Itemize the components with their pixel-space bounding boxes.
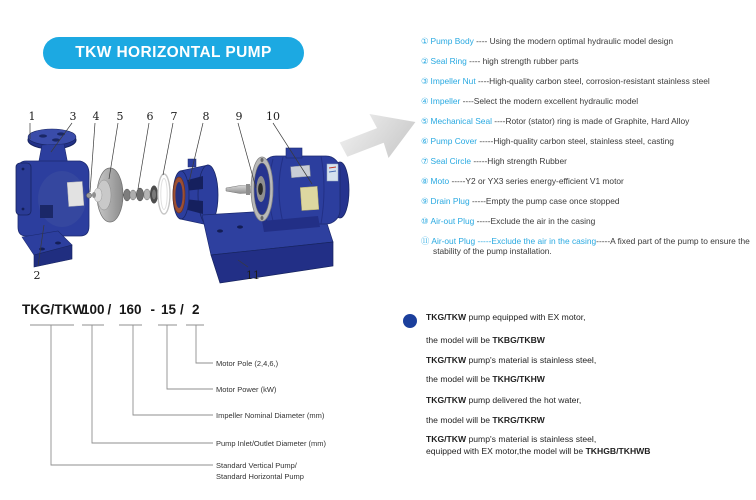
impeller-nut xyxy=(86,193,91,198)
bullet-dot-icon xyxy=(403,314,417,328)
item-number: ⑤ xyxy=(421,116,429,126)
pump-exploded-diagram xyxy=(10,103,390,295)
part-name: Air-out Plug xyxy=(430,216,475,226)
part-desc: ----Rotor (stator) ring is made of Graphite, Hard Alloy xyxy=(491,116,690,126)
mechanical-seal xyxy=(123,186,158,204)
model-prefix: TKG/TKW xyxy=(22,302,85,317)
callout-4: 4 xyxy=(92,110,100,123)
part-desc: -----Y2 or YX3 series energy-efficient V1 motor xyxy=(449,176,624,186)
item-number: ② xyxy=(421,56,429,66)
parts-list-item xyxy=(421,236,756,257)
label-impeller-diam: Impeller Nominal Diameter (mm) xyxy=(216,411,325,420)
callout-6: 6 xyxy=(146,110,154,123)
parts-list-item xyxy=(421,196,756,206)
right-arrow-icon xyxy=(334,92,426,177)
part-desc: ---- high strength rubber parts xyxy=(466,56,579,66)
variant-line: TKG/TKW pump equipped with EX motor, xyxy=(426,312,586,322)
part-name: Moto xyxy=(430,176,450,186)
part-name: Air-out Plug xyxy=(431,236,476,246)
part-desc: -----High strength Rubber xyxy=(471,156,567,166)
part-desc: -----A fixed part of the pump to ensure the stability of the pump installation. xyxy=(433,236,750,257)
callout-7: 7 xyxy=(170,110,178,123)
part-desc-blue: -----Exclude the air in the casing xyxy=(475,236,597,246)
part-name: Impeller xyxy=(430,96,461,106)
callout-3: 3 xyxy=(69,110,77,123)
part-name: Drain Plug xyxy=(430,196,470,206)
variant-line: the model will be TKBG/TKBW xyxy=(426,335,545,345)
part-name: Pump Cover xyxy=(430,136,478,146)
model-power: 15 xyxy=(161,302,177,317)
variant-line: TKG/TKW pump's material is stainless steel, xyxy=(426,434,597,444)
part-desc: ----Select the modern excellent hydraulic model xyxy=(460,96,639,106)
parts-list-item xyxy=(421,216,756,226)
variant-line: the model will be TKHG/TKHW xyxy=(426,374,545,384)
parts-list-item xyxy=(421,96,756,106)
part-desc: ----High-quality carbon steel, corrosion-resistant stainless steel xyxy=(475,76,710,86)
item-number: ⑥ xyxy=(421,136,429,146)
part-name: Pump Body xyxy=(430,36,474,46)
parts-list-item xyxy=(421,116,756,126)
variant-line: equipped with EX motor,the model will be TKHGB/TKHWB xyxy=(426,446,651,456)
variant-models xyxy=(403,306,755,456)
model-code-lines xyxy=(30,325,213,465)
model-pole: 2 xyxy=(192,302,200,317)
part-desc: ---- Using the modern optimal hydraulic model design xyxy=(473,36,674,46)
parts-list-item xyxy=(421,36,756,46)
parts-list-item xyxy=(421,76,756,86)
parts-list xyxy=(421,36,756,266)
part-desc: -----Empty the pump case once stopped xyxy=(469,196,620,206)
part-desc: -----Exclude the air in the casing xyxy=(474,216,596,226)
impeller xyxy=(92,168,123,222)
page-title: TKW HORIZONTAL PUMP xyxy=(75,44,272,61)
label-motor-power: Motor Power (kW) xyxy=(216,385,277,394)
label-standard-1: Standard Vertical Pump/ xyxy=(216,461,297,470)
label-standard-2: Standard Horizontal Pump xyxy=(216,472,304,481)
label-inlet-diam: Pump Inlet/Outlet Diameter (mm) xyxy=(216,439,327,448)
item-number: ⑪ xyxy=(421,236,430,246)
title-banner xyxy=(43,37,304,69)
label-motor-pole: Motor Pole (2,4,6,) xyxy=(216,359,279,368)
part-name: Mechanical Seal xyxy=(430,116,492,126)
model-slash2: / xyxy=(180,302,184,317)
callout-11: 11 xyxy=(246,269,260,282)
item-number: ① xyxy=(421,36,429,46)
callout-10: 10 xyxy=(266,110,280,123)
callout-9: 9 xyxy=(235,110,243,123)
parts-list-item xyxy=(421,136,756,146)
model-inlet: 100 xyxy=(82,302,105,317)
callout-1: 1 xyxy=(28,110,36,123)
model-code-breakdown xyxy=(14,298,384,498)
model-slash1: / xyxy=(107,302,112,317)
variant-line: the model will be TKRG/TKRW xyxy=(426,415,545,425)
item-number: ⑨ xyxy=(421,196,429,206)
item-number: ⑦ xyxy=(421,156,429,166)
callout-8: 8 xyxy=(202,110,210,123)
item-number: ⑩ xyxy=(421,216,429,226)
seal-circle xyxy=(158,174,170,214)
model-impeller: 160 xyxy=(119,302,142,317)
callout-5: 5 xyxy=(116,110,124,123)
parts-list-item xyxy=(421,56,756,66)
parts-list-item xyxy=(421,176,756,186)
item-number: ④ xyxy=(421,96,429,106)
variant-line: TKG/TKW pump's material is stainless steel, xyxy=(426,355,597,365)
part-desc: -----High-quality carbon steel, stainless steel, casting xyxy=(477,136,674,146)
callout-2: 2 xyxy=(33,269,41,282)
variant-line: TKG/TKW pump delivered the hot water, xyxy=(426,395,582,405)
part-name: Impeller Nut xyxy=(430,76,476,86)
part-name: Seal Ring xyxy=(430,56,467,66)
part-name: Seal Circle xyxy=(430,156,472,166)
model-dash: - xyxy=(150,302,155,317)
item-number: ③ xyxy=(421,76,429,86)
parts-list-item xyxy=(421,156,756,166)
item-number: ⑧ xyxy=(421,176,429,186)
